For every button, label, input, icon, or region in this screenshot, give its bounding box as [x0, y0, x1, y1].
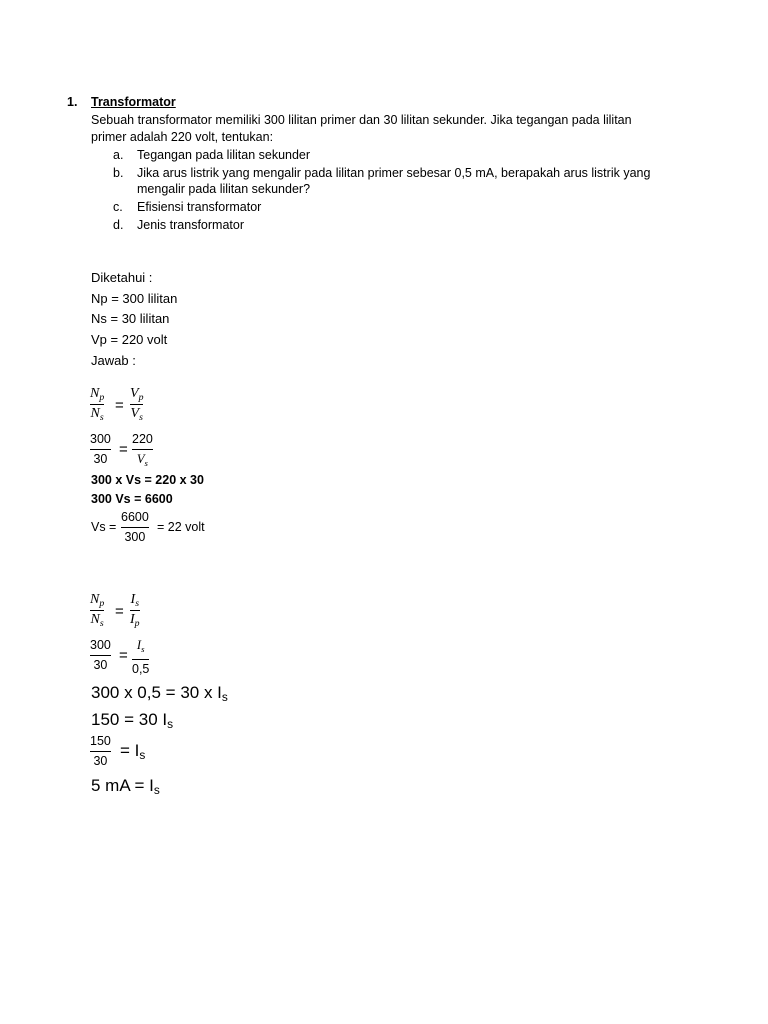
- item-a-text: Tegangan pada lilitan sekunder: [137, 148, 311, 162]
- calc-line-2: 150 = 30 $I_s$: [91, 710, 174, 731]
- fraction-150-30: 150 30: [90, 734, 111, 768]
- item-b-text-cont: mengalir pada lilitan sekunder?: [137, 182, 311, 196]
- fraction-np-ns: $N_p$ $N_s$: [90, 592, 105, 629]
- calc-line-4: 5 mA = $I_s$: [91, 776, 160, 797]
- fraction-is-05: $I_s$ 0,5: [132, 638, 150, 676]
- equals-sign: =: [119, 441, 128, 458]
- equals-sign: =: [119, 647, 128, 664]
- calc-line-2: 300 Vs = 6600: [91, 492, 173, 506]
- item-c-marker: c.: [113, 200, 123, 214]
- problem-statement-line2: primer adalah 220 volt, tentukan:: [91, 130, 274, 144]
- item-d-marker: d.: [113, 218, 124, 232]
- equals-sign: =: [115, 603, 124, 620]
- given-vp: Vp = 220 volt: [91, 332, 168, 347]
- item-d-text: Jenis transformator: [137, 218, 244, 232]
- item-b-marker: b.: [113, 166, 124, 180]
- problem-statement-line1: Sebuah transformator memiliki 300 lilitan primer dan 30 lilitan sekunder. Jika tegangan pada lilitan: [91, 113, 632, 127]
- item-b-text: Jika arus listrik yang mengalir pada lilitan primer sebesar 0,5 mA, berapakah arus listrik yang: [137, 166, 651, 180]
- given-ns: Ns = 30 lilitan: [91, 311, 170, 326]
- fraction-300-30: 300 30: [90, 432, 111, 466]
- calc-line-1: 300 x 0,5 = 30 x $I_s$: [91, 683, 228, 704]
- item-a-marker: a.: [113, 148, 124, 162]
- item-c-text: Efisiensi transformator: [137, 200, 262, 214]
- answer-label: Jawab :: [91, 353, 136, 368]
- fraction-vp-vs: $V_p$ $V_s$: [130, 386, 144, 423]
- problem-title: Transformator: [91, 95, 176, 109]
- fraction-300-30: 300 30: [90, 638, 111, 672]
- fraction-np-ns: $N_p$ $N_s$: [90, 386, 105, 423]
- given-heading: Diketahui :: [91, 270, 153, 285]
- problem-number: 1.: [67, 95, 78, 109]
- calc-line-3-pre: Vs =: [91, 520, 117, 534]
- equals-sign: =: [115, 397, 124, 414]
- fraction-is-ip: $I_s$ $I_p$: [130, 592, 140, 629]
- calc-line-3-result: = $I_s$: [120, 741, 146, 762]
- calc-line-1: 300 x Vs = 220 x 30: [91, 473, 204, 487]
- fraction-220-vs: 220 $V_s$: [132, 432, 153, 468]
- given-np: Np = 300 lilitan: [91, 291, 178, 306]
- fraction-6600-300: 6600 300: [121, 510, 149, 544]
- calc-line-3-result: = 22 volt: [157, 520, 205, 534]
